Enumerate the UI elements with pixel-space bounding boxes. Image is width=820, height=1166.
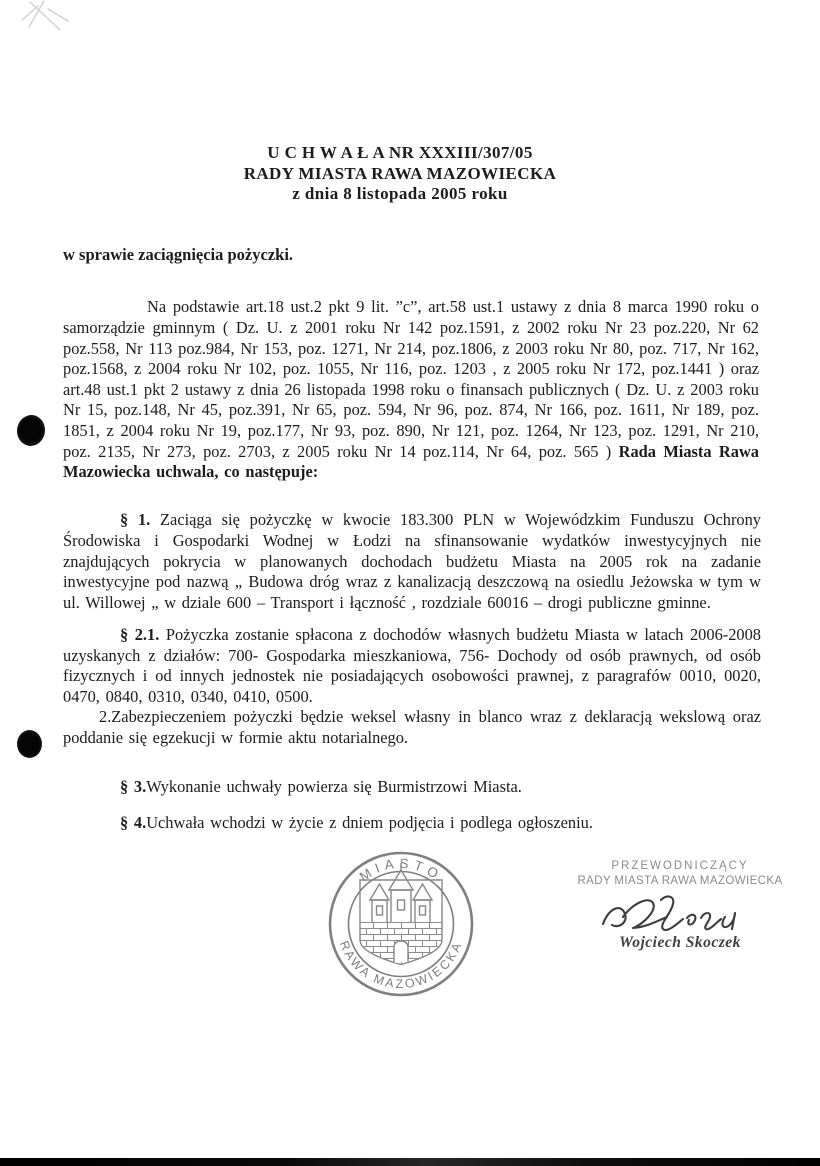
legal-basis-paragraph xyxy=(63,297,759,482)
signatory-name: Wojciech Skoczek xyxy=(619,934,741,951)
section-2-number: § 2.1. xyxy=(120,625,160,644)
section-3-text: Wykonanie uchwały powierza się Burmistrzowi Miasta. xyxy=(146,777,522,797)
section-3 xyxy=(63,777,761,798)
seal-top-text: MIASTO xyxy=(356,855,446,885)
hole-punch-mark-bottom xyxy=(17,730,42,758)
section-1 xyxy=(63,510,761,613)
legal-basis-text: Na podstawie art.18 ust.2 pkt 9 lit. ”c”, art.58 ust.1 ustawy z dnia 8 marca 1990 roku o samorządzie gminnym ( Dz. U. z 2001 roku Nr 142 poz.1591, z 2002 roku Nr 23 poz.220, Nr 62 poz.558, Nr 113 poz.984, Nr 153, poz. 1271, Nr 214, poz.1806, z 2003 roku Nr 80, poz. 717, Nr 162, poz.1568, z 2004 roku Nr 102, poz. 1055, Nr 116, poz. 1203 , z 2005 roku Nr 172, poz.1441 ) oraz art.48 ust.1 pkt 2 ustawy z dnia 26 listopada 1998 roku o finansach publicznych ( Dz. U. z 2003 roku Nr 15, poz.148, Nr 45, poz.391, Nr 65, poz. 594, Nr 96, poz. 874, Nr 166, poz. 1611, Nr 189, poz. 1851, z 2004 roku Nr 19, poz.177, Nr 93, poz. 890, Nr 121, poz. 1264, Nr 123, poz. 1291, Nr 210, poz. 2135, Nr 273, poz. 2703, z 2005 roku Nr 14 poz.114, Nr 64, poz. 565 ) xyxy=(63,297,759,461)
section-4-text: Uchwała wchodzi w życie z dniem podjęcia i podlega ogłoszeniu. xyxy=(146,813,593,833)
section-2 xyxy=(63,625,761,749)
seal-bottom-text: RAWA MAZOWIECKA xyxy=(336,938,466,992)
signatory-title-line1: PRZEWODNICZĄCY xyxy=(611,860,749,872)
section-2-text: Pożyczka zostanie spłacona z dochodów własnych budżetu Miasta w latach 2006-2008 uzyskanych z działów: 700- Gospodarka mieszkaniowa, 756- Dochody od osób prawnych, od osób fizycznych i od innych jednostek nie posiadających osobowości prawnej, z paragrafów 0010, 0020, 0470, 0840, 0310, 0340, 0410, 0500. xyxy=(63,625,762,706)
scan-bottom-edge-bar xyxy=(0,1158,820,1166)
signature-block xyxy=(558,860,802,952)
document-title-date: z dnia 8 listopada 2005 roku xyxy=(292,184,508,203)
section-4-number: § 4. xyxy=(120,813,147,833)
hole-punch-mark-top xyxy=(15,413,47,448)
section-3-number: § 3. xyxy=(120,777,147,797)
signatory-title-line2: RADY MIASTA RAWA MAZOWIECKA xyxy=(577,875,783,887)
handwritten-signature xyxy=(595,890,765,938)
document-header xyxy=(0,143,800,205)
enactment-clause: Rada Miasta Rawa Mazowiecka uchwala, co następuje: xyxy=(63,441,759,482)
pencil-mark xyxy=(8,0,78,42)
section-1-number: § 1. xyxy=(120,510,151,530)
document-subject: w sprawie zaciągnięcia pożyczki. xyxy=(63,245,294,264)
section-1-text: Zaciąga się pożyczkę w kwocie 183.300 PLN w Wojewódzkim Funduszu Ochrony Środowiska i Gospodarki Wodnej w Łodzi na sfinansowanie wydatków inwestycyjnych nie znajdujących pokrycia w planowanych dochodach budżetu Miasta na 2005 rok na zadanie inwestycyjne pod nazwą „ Budowa dróg wraz z kanalizacją deszczową na osiedlu Jeżowska w tym w ul. Willowej „ w dziale 600 – Transport i łączność , rozdziale 60016 – drogi publiczne gminne. xyxy=(63,510,761,612)
document-title-number: U C H W A Ł A NR XXXIII/307/05 xyxy=(267,143,533,162)
city-seal-stamp xyxy=(321,844,481,1004)
section-2-paragraph-1 xyxy=(63,625,761,707)
document-title-council: RADY MIASTA RAWA MAZOWIECKA xyxy=(243,163,557,183)
section-4 xyxy=(63,813,761,834)
section-2-paragraph-2: 2.Zabezpieczeniem pożyczki będzie weksel własny in blanco wraz z deklaracją wekslową oraz poddanie się egzekucji w formie aktu notarialnego. xyxy=(63,707,761,747)
